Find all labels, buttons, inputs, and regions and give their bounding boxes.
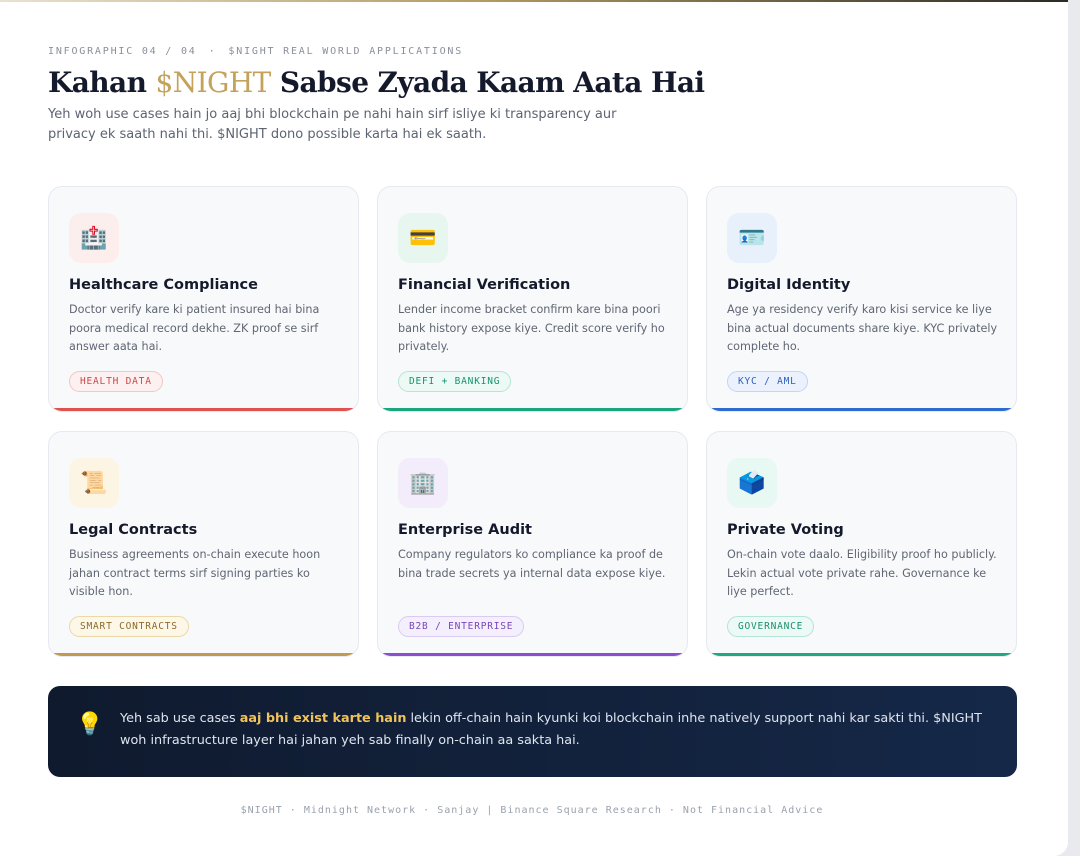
card-title: Financial Verification (398, 277, 571, 293)
card-tag: SMART CONTRACTS (69, 616, 189, 637)
use-case-card (377, 431, 688, 657)
use-case-card (706, 431, 1017, 657)
card-title: Legal Contracts (69, 522, 198, 538)
office-building-icon: 🏢 (398, 458, 448, 508)
page-title (48, 66, 704, 99)
id-card-icon: 🪪 (727, 213, 777, 263)
card-description: Company regulators ko compliance ka proof de bina trade secrets ya internal data expose kiye. (398, 548, 666, 580)
lightbulb-icon: 💡 (76, 712, 104, 737)
card-accent-bar (707, 408, 1016, 411)
card-title: Healthcare Compliance (69, 277, 258, 293)
card-description: Lender income bracket confirm kare bina poori bank history expose kiye. Credit score verify ho privately. (398, 303, 665, 353)
card-title: Digital Identity (727, 277, 851, 293)
card-accent-bar (49, 653, 358, 656)
card-tag: KYC / AML (727, 371, 808, 392)
title-tail: Sabse Zyada Kaam Aata Hai (270, 66, 705, 99)
hospital-icon: 🏥 (69, 213, 119, 263)
title-accent: $NIGHT (155, 66, 271, 99)
card-description: Doctor verify kare ki patient insured hai bina poora medical record dekhe. ZK proof se sirf answer aata hai. (69, 303, 320, 353)
page-subtitle: Yeh woh use cases hain jo aaj bhi blockchain pe nahi hain sirf isliye ki transparency aur privacy ek saath nahi thi. $NIGHT dono possible karta hai ek saath. (48, 107, 617, 142)
card-title: Enterprise Audit (398, 522, 532, 538)
eyebrow-topic: $NIGHT REAL WORLD APPLICATIONS (228, 46, 464, 57)
card-accent-bar (378, 653, 687, 656)
footer-credits: $NIGHT · Midnight Network · Sanjay | Binance Square Research · Not Financial Advice (240, 805, 824, 816)
callout-text (120, 708, 990, 752)
callout-tail: lekin off-chain hain kyunki koi blockchain inhe natively support nahi kar sakti thi. $NIGHT woh infrastructure layer hai jahan yeh sab finally on-chain aa sakta hai. (120, 711, 982, 748)
card-description: Age ya residency verify karo kisi service ke liye bina actual documents share kiye. KYC privately complete ho. (727, 303, 998, 353)
card-accent-bar (707, 653, 1016, 656)
scroll-icon: 📜 (69, 458, 119, 508)
eyebrow (48, 46, 463, 57)
card-title: Private Voting (727, 522, 844, 538)
card-accent-bar (378, 408, 687, 411)
card-description: On-chain vote daalo. Eligibility proof ho publicly. Lekin actual vote private rahe. Governance ke liye perfect. (727, 548, 997, 598)
eyebrow-series: INFOGRAPHIC 04 / 04 (48, 46, 197, 57)
card-tag: DEFI + BANKING (398, 371, 511, 392)
card-tag: GOVERNANCE (727, 616, 814, 637)
card-tag: HEALTH DATA (69, 371, 163, 392)
eyebrow-separator: · (208, 46, 217, 57)
summary-callout (48, 686, 1017, 777)
title-lead: Kahan (48, 66, 156, 99)
use-case-card (48, 186, 359, 412)
card-description: Business agreements on-chain execute hoon jahan contract terms sirf signing parties ko visible hon. (69, 548, 321, 598)
credit-card-icon: 💳 (398, 213, 448, 263)
card-accent-bar (49, 408, 358, 411)
use-case-grid (48, 186, 1017, 657)
use-case-card (706, 186, 1017, 412)
use-case-card (377, 186, 688, 412)
ballot-box-icon: 🗳️ (727, 458, 777, 508)
callout-lead: Yeh sab use cases (120, 711, 240, 726)
callout-highlight: aaj bhi exist karte hain (239, 711, 407, 726)
use-case-card (48, 431, 359, 657)
card-tag: B2B / ENTERPRISE (398, 616, 524, 637)
